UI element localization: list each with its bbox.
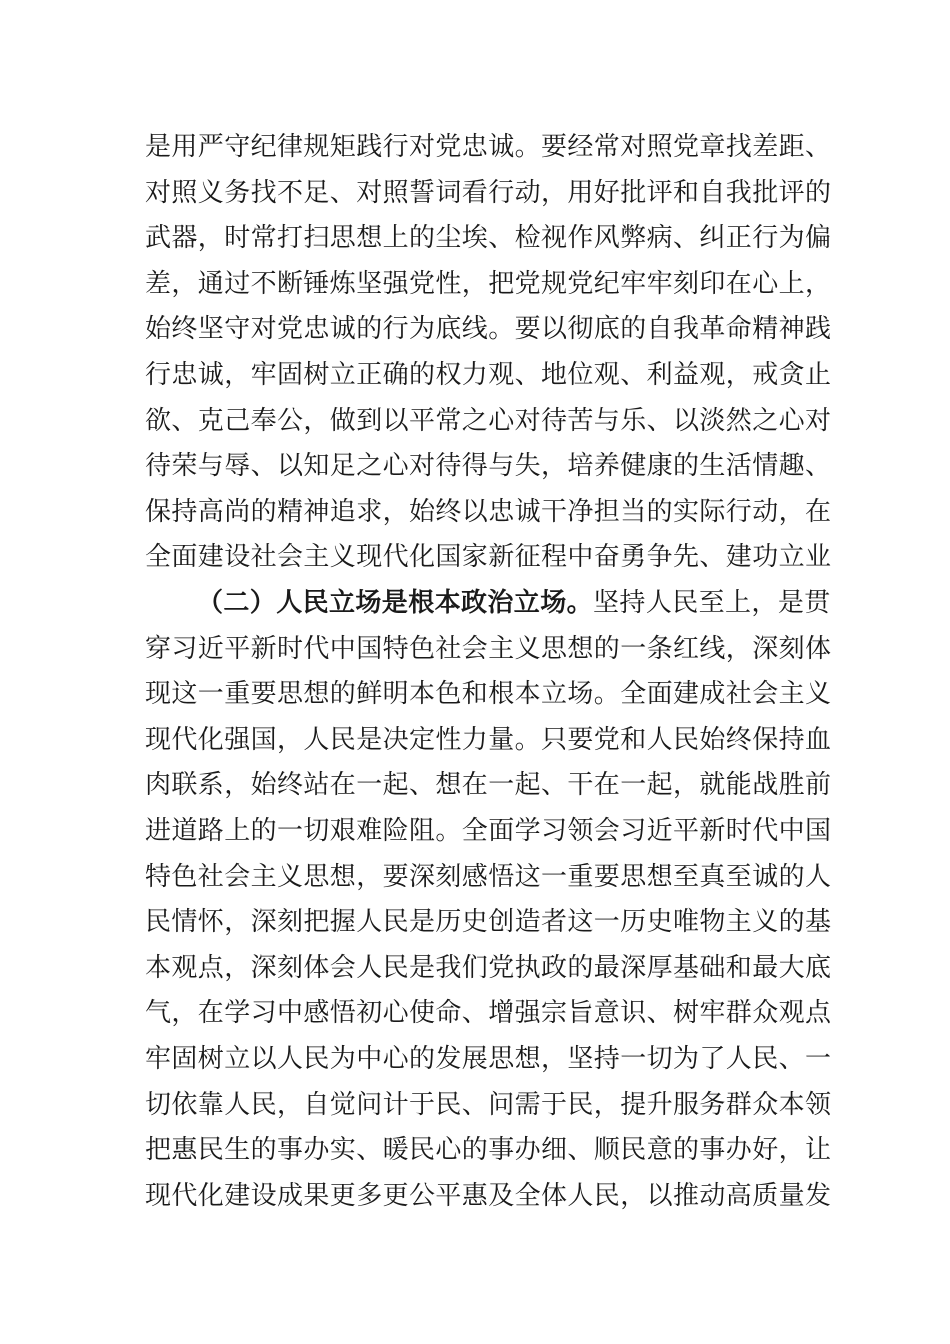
- text-line: 行忠诚，牢固树立正确的权力观、地位观、利益观，戒贪止: [145, 359, 832, 390]
- text-line: 气，在学习中感悟初心使命、增强宗旨意识、树牢群众观点: [145, 998, 832, 1029]
- text-line: 欲、克己奉公，做到以平常之心对待苦与乐、以淡然之心对: [145, 405, 832, 436]
- text-line: 特色社会主义思想，要深刻感悟这一重要思想至真至诚的人: [145, 861, 832, 892]
- text-line: 全面建设社会主义现代化国家新征程中奋勇争先、建功立业: [145, 542, 832, 573]
- text-line: 穿习近平新时代中国特色社会主义思想的一条红线，深刻体: [145, 633, 832, 664]
- text-line: 保持高尚的精神追求，始终以忠诚干净担当的实际行动，在: [145, 496, 832, 527]
- text-line: 差，通过不断锤炼坚强党性，把党规党纪牢牢刻印在心上，: [145, 268, 832, 299]
- paragraph-people-stance: [145, 581, 832, 1219]
- text-line: 现代化建设成果更多更公平惠及全体人民，以推动高质量发: [145, 1180, 832, 1211]
- text-line: 是用严守纪律规矩践行对党忠诚。要经常对照党章找差距、: [145, 132, 832, 162]
- text-line: 牢固树立以人民为中心的发展思想，坚持一切为了人民、一: [145, 1043, 832, 1074]
- text-line: 本观点，深刻体会人民是我们党执政的最深厚基础和最大底: [145, 952, 832, 983]
- text-line: 切依靠人民，自觉问计于民、问需于民，提升服务群众本领: [145, 1089, 832, 1120]
- paragraph-loyalty-discipline: [145, 125, 832, 581]
- text-line: 现这一重要思想的鲜明本色和根本立场。全面建成社会主义: [145, 679, 832, 710]
- text-line: 待荣与辱、以知足之心对待得与失，培养健康的生活情趣、: [145, 451, 832, 482]
- text-line: 对照义务找不足、对照誓词看行动，用好批评和自我批评的: [145, 177, 832, 208]
- section-heading-line: [145, 581, 831, 627]
- section-heading: （二）人民立场是根本政治立场。: [197, 588, 594, 618]
- text-line: 肉联系，始终站在一起、想在一起、干在一起，就能战胜前: [145, 770, 832, 801]
- text-line: 进道路上的一切艰难险阻。全面学习领会习近平新时代中国: [145, 815, 832, 846]
- text-line: 武器，时常打扫思想上的尘埃、检视作风弊病、纠正行为偏: [145, 223, 832, 254]
- text-line: 始终坚守对党忠诚的行为底线。要以彻底的自我革命精神践: [145, 314, 832, 345]
- text-line: 民情怀，深刻把握人民是历史创造者这一历史唯物主义的基: [145, 907, 832, 938]
- text-line: 把惠民生的事办实、暖民心的事办细、顺民意的事办好，让: [145, 1135, 832, 1166]
- text-line: 现代化强国，人民是决定性力量。只要党和人民始终保持血: [145, 724, 832, 755]
- heading-line-text: 坚持人民至上，是贯: [593, 588, 831, 618]
